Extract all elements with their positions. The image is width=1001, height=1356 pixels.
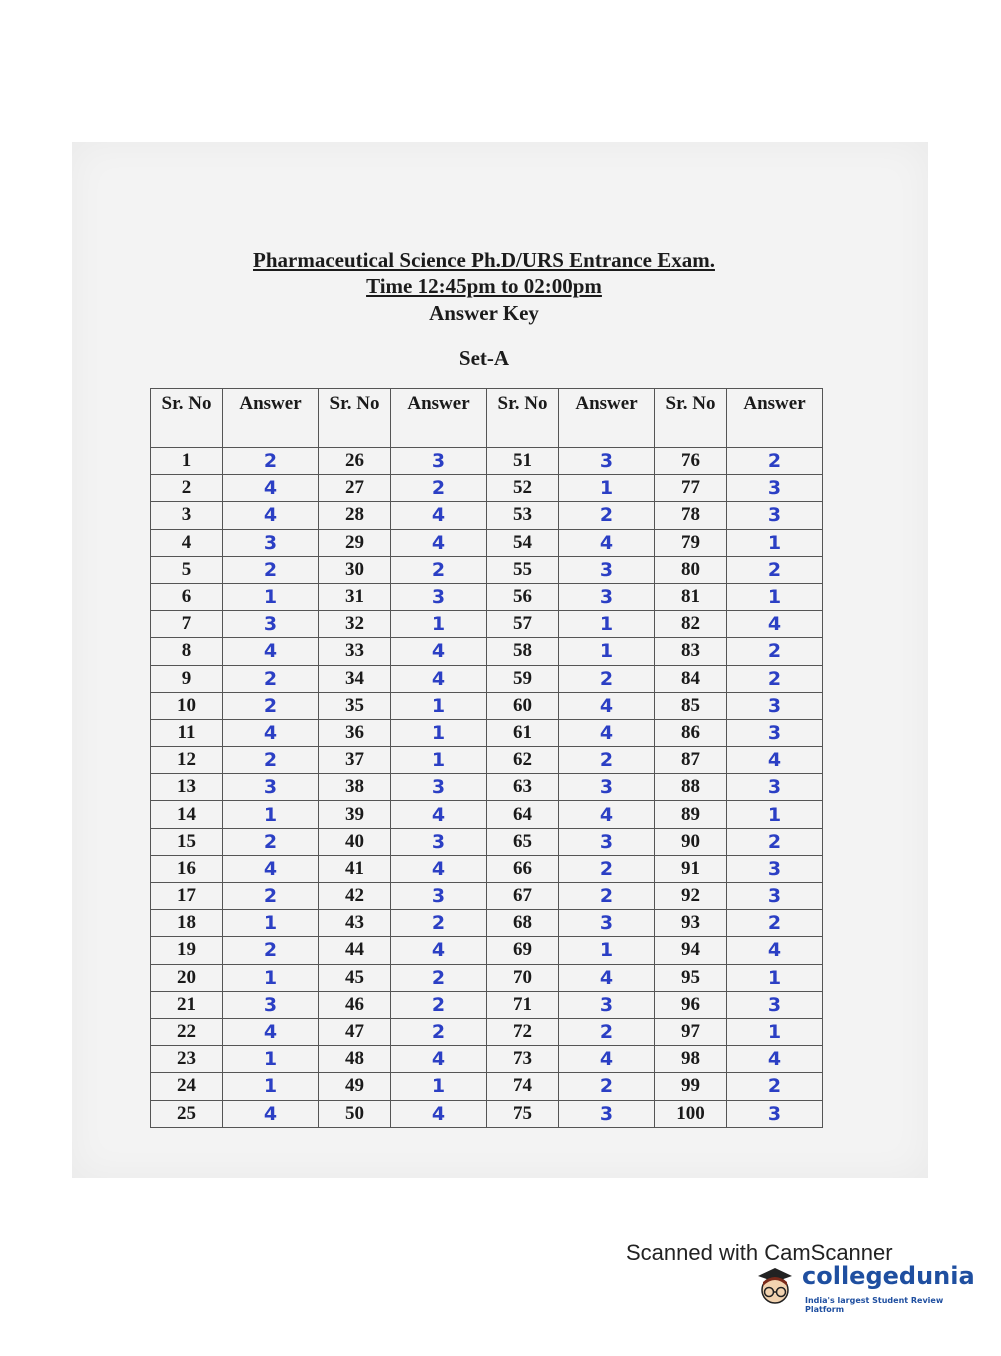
serial-number-cell: 19 — [151, 937, 223, 964]
answer-cell: 2 — [391, 991, 487, 1018]
serial-number-cell: 33 — [319, 638, 391, 665]
serial-number-cell: 99 — [655, 1073, 727, 1100]
answer-cell: 4 — [559, 801, 655, 828]
answer-cell: 4 — [223, 502, 319, 529]
answer-cell: 1 — [559, 638, 655, 665]
serial-number-cell: 21 — [151, 991, 223, 1018]
serial-number-cell: 20 — [151, 964, 223, 991]
serial-number-cell: 62 — [487, 747, 559, 774]
header-sr-no: Sr. No — [487, 389, 559, 448]
answer-cell: 2 — [559, 883, 655, 910]
serial-number-cell: 30 — [319, 556, 391, 583]
table-row — [151, 801, 823, 828]
serial-number-cell: 91 — [655, 855, 727, 882]
answer-cell: 2 — [391, 556, 487, 583]
serial-number-cell: 88 — [655, 774, 727, 801]
serial-number-cell: 92 — [655, 883, 727, 910]
answer-cell: 2 — [727, 1073, 823, 1100]
table-row — [151, 991, 823, 1018]
answer-cell: 2 — [223, 747, 319, 774]
answer-cell: 2 — [223, 448, 319, 475]
serial-number-cell: 77 — [655, 475, 727, 502]
serial-number-cell: 3 — [151, 502, 223, 529]
answer-cell: 2 — [559, 1018, 655, 1045]
answer-cell: 2 — [559, 855, 655, 882]
table-row — [151, 583, 823, 610]
serial-number-cell: 5 — [151, 556, 223, 583]
serial-number-cell: 54 — [487, 529, 559, 556]
serial-number-cell: 49 — [319, 1073, 391, 1100]
answer-cell: 2 — [223, 692, 319, 719]
serial-number-cell: 26 — [319, 448, 391, 475]
answer-cell: 3 — [727, 774, 823, 801]
serial-number-cell: 85 — [655, 692, 727, 719]
header-answer: Answer — [391, 389, 487, 448]
serial-number-cell: 53 — [487, 502, 559, 529]
answer-cell: 3 — [559, 828, 655, 855]
answer-cell: 4 — [391, 855, 487, 882]
answer-cell: 3 — [727, 692, 823, 719]
serial-number-cell: 82 — [655, 611, 727, 638]
serial-number-cell: 63 — [487, 774, 559, 801]
serial-number-cell: 93 — [655, 910, 727, 937]
answer-cell: 4 — [391, 665, 487, 692]
scanned-page — [72, 142, 928, 1178]
answer-cell: 4 — [391, 937, 487, 964]
answer-cell: 2 — [223, 665, 319, 692]
serial-number-cell: 1 — [151, 448, 223, 475]
answer-cell: 4 — [559, 1046, 655, 1073]
answer-cell: 3 — [727, 855, 823, 882]
answer-cell: 1 — [223, 1046, 319, 1073]
serial-number-cell: 25 — [151, 1100, 223, 1127]
answer-cell: 2 — [559, 1073, 655, 1100]
table-row — [151, 910, 823, 937]
header-sr-no: Sr. No — [655, 389, 727, 448]
answer-cell: 4 — [391, 638, 487, 665]
answer-cell: 1 — [727, 529, 823, 556]
answer-cell: 4 — [391, 1100, 487, 1127]
answer-cell: 4 — [223, 1100, 319, 1127]
serial-number-cell: 45 — [319, 964, 391, 991]
serial-number-cell: 73 — [487, 1046, 559, 1073]
answer-cell: 1 — [391, 611, 487, 638]
answer-cell: 3 — [391, 828, 487, 855]
answer-cell: 1 — [391, 747, 487, 774]
answer-cell: 1 — [727, 583, 823, 610]
answer-cell: 1 — [559, 475, 655, 502]
answer-cell: 3 — [223, 529, 319, 556]
answer-cell: 2 — [223, 828, 319, 855]
answer-cell: 4 — [727, 937, 823, 964]
serial-number-cell: 4 — [151, 529, 223, 556]
serial-number-cell: 60 — [487, 692, 559, 719]
serial-number-cell: 64 — [487, 801, 559, 828]
serial-number-cell: 34 — [319, 665, 391, 692]
serial-number-cell: 75 — [487, 1100, 559, 1127]
serial-number-cell: 66 — [487, 855, 559, 882]
serial-number-cell: 80 — [655, 556, 727, 583]
serial-number-cell: 13 — [151, 774, 223, 801]
answer-cell: 1 — [559, 611, 655, 638]
answer-cell: 2 — [559, 747, 655, 774]
answer-cell: 1 — [223, 801, 319, 828]
table-row — [151, 1018, 823, 1045]
serial-number-cell: 43 — [319, 910, 391, 937]
serial-number-cell: 31 — [319, 583, 391, 610]
serial-number-cell: 14 — [151, 801, 223, 828]
serial-number-cell: 39 — [319, 801, 391, 828]
serial-number-cell: 9 — [151, 665, 223, 692]
answer-cell: 2 — [727, 665, 823, 692]
serial-number-cell: 10 — [151, 692, 223, 719]
serial-number-cell: 41 — [319, 855, 391, 882]
answer-cell: 1 — [223, 964, 319, 991]
header-answer: Answer — [223, 389, 319, 448]
answer-cell: 1 — [727, 1018, 823, 1045]
answer-cell: 2 — [391, 475, 487, 502]
serial-number-cell: 68 — [487, 910, 559, 937]
answer-cell: 2 — [559, 665, 655, 692]
header-sr-no: Sr. No — [151, 389, 223, 448]
mascot-icon — [750, 1262, 800, 1312]
serial-number-cell: 17 — [151, 883, 223, 910]
table-header-row — [151, 389, 823, 448]
serial-number-cell: 96 — [655, 991, 727, 1018]
answer-cell: 4 — [391, 801, 487, 828]
answer-cell: 4 — [727, 1046, 823, 1073]
header-answer: Answer — [559, 389, 655, 448]
answer-cell: 3 — [391, 583, 487, 610]
serial-number-cell: 81 — [655, 583, 727, 610]
set-label: Set-A — [458, 346, 510, 370]
table-row — [151, 937, 823, 964]
serial-number-cell: 86 — [655, 719, 727, 746]
serial-number-cell: 48 — [319, 1046, 391, 1073]
serial-number-cell: 76 — [655, 448, 727, 475]
answer-cell: 3 — [559, 448, 655, 475]
answer-cell: 1 — [391, 719, 487, 746]
answer-cell: 2 — [727, 638, 823, 665]
answer-cell: 1 — [727, 964, 823, 991]
answer-cell: 3 — [727, 991, 823, 1018]
serial-number-cell: 6 — [151, 583, 223, 610]
answer-cell: 3 — [727, 475, 823, 502]
answer-cell: 4 — [223, 475, 319, 502]
serial-number-cell: 87 — [655, 747, 727, 774]
serial-number-cell: 44 — [319, 937, 391, 964]
serial-number-cell: 11 — [151, 719, 223, 746]
table-row — [151, 1073, 823, 1100]
answer-cell: 4 — [391, 529, 487, 556]
serial-number-cell: 8 — [151, 638, 223, 665]
serial-number-cell: 52 — [487, 475, 559, 502]
serial-number-cell: 18 — [151, 910, 223, 937]
table-row — [151, 448, 823, 475]
serial-number-cell: 36 — [319, 719, 391, 746]
serial-number-cell: 83 — [655, 638, 727, 665]
serial-number-cell: 69 — [487, 937, 559, 964]
brand-tagline: India's largest Student Review Platform — [805, 1296, 944, 1314]
answer-cell: 3 — [727, 1100, 823, 1127]
serial-number-cell: 70 — [487, 964, 559, 991]
table-row — [151, 828, 823, 855]
answer-cell: 4 — [559, 529, 655, 556]
answer-cell: 1 — [559, 937, 655, 964]
table-row — [151, 556, 823, 583]
serial-number-cell: 12 — [151, 747, 223, 774]
serial-number-cell: 79 — [655, 529, 727, 556]
table-row — [151, 883, 823, 910]
answer-cell: 1 — [391, 692, 487, 719]
answer-cell: 1 — [391, 1073, 487, 1100]
answer-cell: 3 — [559, 1100, 655, 1127]
answer-cell: 1 — [223, 910, 319, 937]
serial-number-cell: 89 — [655, 801, 727, 828]
table-row — [151, 665, 823, 692]
header-sr-no: Sr. No — [319, 389, 391, 448]
answer-cell: 2 — [223, 556, 319, 583]
answer-cell: 4 — [391, 1046, 487, 1073]
answer-cell: 2 — [391, 964, 487, 991]
answer-cell: 3 — [559, 774, 655, 801]
serial-number-cell: 24 — [151, 1073, 223, 1100]
serial-number-cell: 2 — [151, 475, 223, 502]
serial-number-cell: 97 — [655, 1018, 727, 1045]
serial-number-cell: 58 — [487, 638, 559, 665]
answer-cell: 2 — [727, 448, 823, 475]
answer-cell: 3 — [559, 556, 655, 583]
answer-cell: 2 — [559, 502, 655, 529]
brand-name: collegedunia — [802, 1262, 975, 1290]
answer-cell: 1 — [223, 583, 319, 610]
answer-cell: 3 — [223, 774, 319, 801]
serial-number-cell: 94 — [655, 937, 727, 964]
exam-title: Pharmaceutical Science Ph.D/URS Entrance Exam. — [253, 248, 715, 272]
answer-cell: 2 — [223, 937, 319, 964]
serial-number-cell: 32 — [319, 611, 391, 638]
answer-cell: 3 — [391, 883, 487, 910]
table-row — [151, 774, 823, 801]
serial-number-cell: 98 — [655, 1046, 727, 1073]
serial-number-cell: 28 — [319, 502, 391, 529]
table-row — [151, 855, 823, 882]
serial-number-cell: 47 — [319, 1018, 391, 1045]
answer-cell: 3 — [391, 448, 487, 475]
serial-number-cell: 22 — [151, 1018, 223, 1045]
table-row — [151, 502, 823, 529]
answer-cell: 2 — [391, 910, 487, 937]
answer-cell: 1 — [223, 1073, 319, 1100]
table-row — [151, 692, 823, 719]
serial-number-cell: 7 — [151, 611, 223, 638]
header-answer: Answer — [727, 389, 823, 448]
serial-number-cell: 50 — [319, 1100, 391, 1127]
serial-number-cell: 59 — [487, 665, 559, 692]
answer-cell: 3 — [391, 774, 487, 801]
serial-number-cell: 16 — [151, 855, 223, 882]
serial-number-cell: 78 — [655, 502, 727, 529]
answer-cell: 4 — [559, 719, 655, 746]
table-row — [151, 475, 823, 502]
answer-cell: 4 — [223, 638, 319, 665]
answer-cell: 4 — [559, 692, 655, 719]
serial-number-cell: 95 — [655, 964, 727, 991]
serial-number-cell: 46 — [319, 991, 391, 1018]
exam-time: Time 12:45pm to 02:00pm — [366, 274, 602, 298]
table-row — [151, 1046, 823, 1073]
serial-number-cell: 72 — [487, 1018, 559, 1045]
camscanner-watermark: Scanned with CamScanner — [626, 1240, 893, 1265]
answer-cell: 1 — [727, 801, 823, 828]
table-row — [151, 1100, 823, 1127]
serial-number-cell: 42 — [319, 883, 391, 910]
answer-key-label: Answer Key — [429, 301, 539, 325]
table-row — [151, 529, 823, 556]
answer-cell: 2 — [391, 1018, 487, 1045]
answer-cell: 3 — [559, 991, 655, 1018]
answer-cell: 3 — [727, 719, 823, 746]
answer-cell: 3 — [727, 883, 823, 910]
serial-number-cell: 90 — [655, 828, 727, 855]
serial-number-cell: 71 — [487, 991, 559, 1018]
serial-number-cell: 61 — [487, 719, 559, 746]
answer-cell: 2 — [727, 910, 823, 937]
answer-cell: 3 — [559, 910, 655, 937]
answer-cell: 3 — [559, 583, 655, 610]
serial-number-cell: 67 — [487, 883, 559, 910]
serial-number-cell: 23 — [151, 1046, 223, 1073]
answer-cell: 3 — [727, 502, 823, 529]
answer-cell: 2 — [727, 828, 823, 855]
serial-number-cell: 56 — [487, 583, 559, 610]
answer-cell: 4 — [223, 1018, 319, 1045]
answer-cell: 2 — [223, 883, 319, 910]
table-row — [151, 747, 823, 774]
serial-number-cell: 40 — [319, 828, 391, 855]
serial-number-cell: 84 — [655, 665, 727, 692]
serial-number-cell: 15 — [151, 828, 223, 855]
answer-cell: 4 — [559, 964, 655, 991]
answer-cell: 4 — [223, 719, 319, 746]
answer-cell: 3 — [223, 991, 319, 1018]
serial-number-cell: 51 — [487, 448, 559, 475]
serial-number-cell: 37 — [319, 747, 391, 774]
serial-number-cell: 65 — [487, 828, 559, 855]
answer-cell: 4 — [391, 502, 487, 529]
serial-number-cell: 27 — [319, 475, 391, 502]
serial-number-cell: 35 — [319, 692, 391, 719]
collegedunia-logo — [750, 1262, 980, 1322]
answer-cell: 4 — [727, 747, 823, 774]
table-row — [151, 638, 823, 665]
table-row — [151, 719, 823, 746]
serial-number-cell: 29 — [319, 529, 391, 556]
answer-cell: 4 — [223, 855, 319, 882]
table-row — [151, 964, 823, 991]
answer-key-table — [150, 388, 823, 1128]
serial-number-cell: 57 — [487, 611, 559, 638]
serial-number-cell: 74 — [487, 1073, 559, 1100]
answer-cell: 4 — [727, 611, 823, 638]
serial-number-cell: 55 — [487, 556, 559, 583]
answer-cell: 2 — [727, 556, 823, 583]
serial-number-cell: 100 — [655, 1100, 727, 1127]
table-row — [151, 611, 823, 638]
serial-number-cell: 38 — [319, 774, 391, 801]
answer-cell: 3 — [223, 611, 319, 638]
